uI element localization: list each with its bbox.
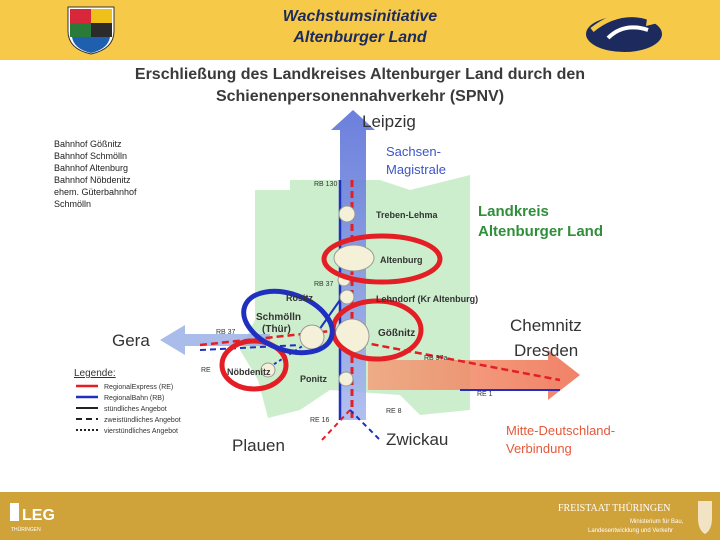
state-name: FREISTAAT THÜRINGEN — [558, 503, 671, 514]
ministry-line2: Landesentwicklung und Verkehr — [588, 528, 674, 534]
station-marker — [339, 372, 353, 386]
station-label: (Thür) — [262, 324, 291, 335]
legend — [74, 368, 181, 435]
legend-title: Legende: — [74, 368, 116, 379]
line-label: RE 1 — [477, 391, 493, 398]
station-marker — [340, 290, 354, 304]
label-zwickau: Zwickau — [386, 430, 449, 449]
line-label: RB 37 — [314, 281, 334, 288]
note-line: Bahnhof Nöbdenitz — [54, 175, 131, 185]
header-title-line2: Altenburger Land — [293, 29, 427, 46]
station-label: Schmölln — [256, 312, 302, 323]
legend-item: vierstündliches Angebot — [104, 428, 178, 435]
leg-logo-text: LEG — [22, 507, 55, 524]
legend-item: zweistündliches Angebot — [104, 417, 181, 424]
leg-logo-sub: THÜRINGEN — [11, 527, 41, 533]
line-label: RB 37 — [216, 329, 236, 336]
station-marker — [339, 206, 355, 222]
legend-item: RegionalBahn (RB) — [104, 395, 165, 402]
station-label: Treben-Lehma — [376, 210, 438, 220]
label-sachsen-magistrale-1: Sachsen- — [386, 144, 441, 159]
station-label: Altenburg — [380, 255, 423, 265]
label-gera: Gera — [112, 331, 150, 350]
header-title-line1: Wachstumsinitiative — [282, 8, 438, 25]
label-chemnitz: Chemnitz — [510, 316, 582, 335]
line-label: RE 8 — [386, 408, 402, 415]
station-label: Ponitz — [300, 374, 327, 384]
label-leipzig: Leipzig — [362, 112, 416, 131]
note-line: Bahnhof Gößnitz — [54, 139, 122, 149]
line-label: RB 37a — [424, 355, 448, 362]
legend-item: stündliches Angebot — [104, 406, 167, 413]
label-landkreis-1: Landkreis — [478, 203, 549, 220]
ministry-line1: Ministerium für Bau, — [630, 519, 684, 525]
label-plauen: Plauen — [232, 436, 285, 455]
station-marker — [334, 245, 374, 271]
note-line: ehem. Güterbahnhof — [54, 187, 137, 197]
label-mdv-1: Mitte-Deutschland- — [506, 423, 616, 438]
station-label: Lehndorf (Kr Altenburg) — [376, 294, 479, 304]
note-line: Schmölln — [54, 199, 92, 209]
slide-title-line2: Schienenpersonennahverkehr (SPNV) — [215, 88, 505, 105]
label-mdv-2: Verbindung — [506, 441, 572, 456]
label-dresden: Dresden — [514, 341, 579, 360]
line-label: RE — [201, 367, 211, 374]
note-line: Bahnhof Schmölln — [54, 151, 128, 161]
note-line: Bahnhof Altenburg — [54, 163, 129, 173]
label-landkreis-2: Altenburger Land — [478, 223, 604, 240]
station-label: Gößnitz — [378, 328, 416, 339]
label-sachsen-magistrale-2: Magistrale — [386, 162, 446, 177]
line-label: RE 16 — [310, 417, 330, 424]
station-label: Rositz — [286, 293, 313, 303]
station-label: Nöbdenitz — [227, 367, 271, 377]
thueringen-ministry-logo — [548, 498, 716, 538]
slide-title-line1: Erschließung des Landkreises Altenburger Land durch den — [134, 66, 586, 83]
line-label: RB 130 — [314, 181, 338, 188]
leg-logo-icon — [8, 500, 66, 534]
station-marker — [300, 325, 324, 349]
legend-item: RegionalExpress (RE) — [104, 384, 174, 391]
